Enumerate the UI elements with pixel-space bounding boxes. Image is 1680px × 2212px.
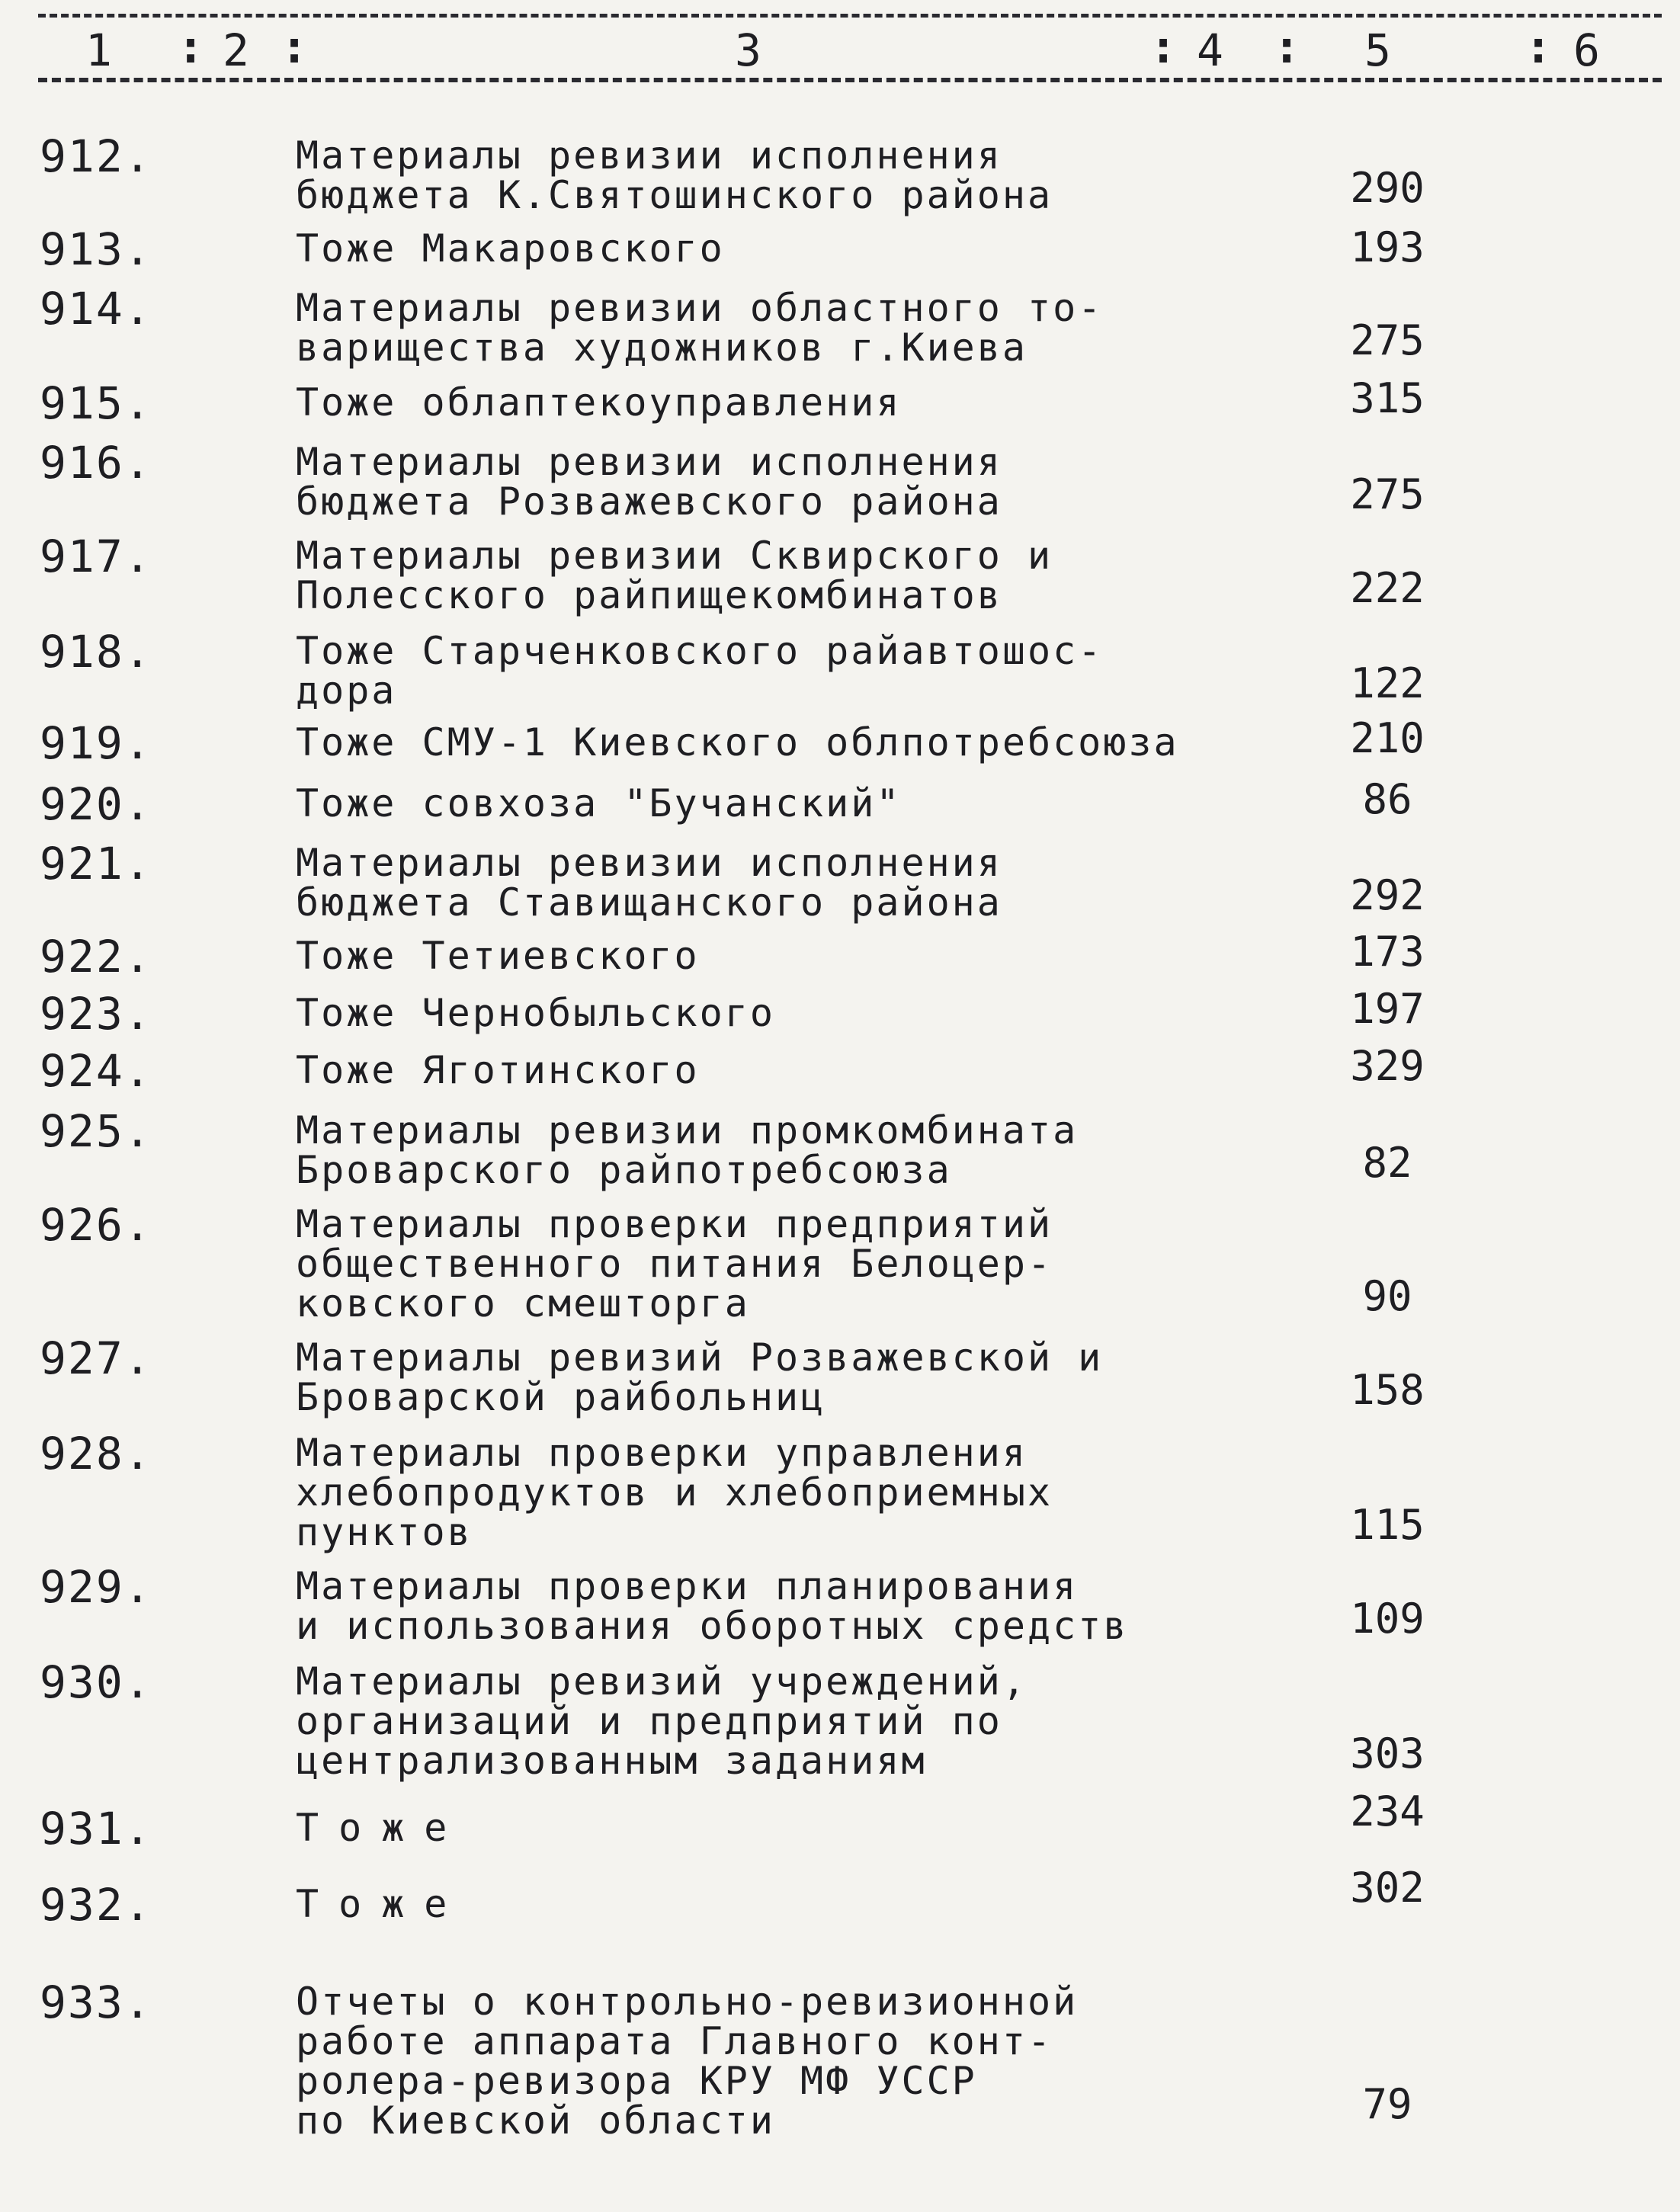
entry-sheet-count: 90 xyxy=(1362,1272,1412,1320)
entry-sheet-count: 275 xyxy=(1350,316,1425,364)
entry-title xyxy=(296,1335,1287,1419)
entry-title-line: Материалы ревизии промкомбината xyxy=(296,1108,1079,1152)
entry-number: 924. xyxy=(40,1045,152,1097)
entry-number: 929. xyxy=(40,1561,152,1613)
entry-number: 913. xyxy=(40,223,152,275)
entry-title xyxy=(296,1433,1287,1552)
entry-number: 933. xyxy=(40,1976,152,2028)
entry-title-line: Материалы проверки предприятий xyxy=(296,1202,1053,1246)
entry-title-line: Тоже облаптекоуправления xyxy=(296,380,902,425)
entry-number: 916. xyxy=(40,437,152,489)
entry-number: 918. xyxy=(40,626,152,678)
entry-title-line: Тоже Старченковского райавтошос- xyxy=(296,629,1104,673)
entry-sheet-count: 222 xyxy=(1350,564,1425,612)
entry-title-line: Материалы ревизии исполнения xyxy=(296,440,1002,484)
entry-title-line: Материалы ревизии Сквирского и xyxy=(296,534,1053,578)
entry-sheet-count: 197 xyxy=(1350,985,1425,1033)
column-number-6: 6 xyxy=(1573,24,1601,76)
entry-title-line: Материалы ревизии областного то- xyxy=(296,286,1104,330)
entry-title-line: пунктов xyxy=(296,1510,473,1554)
entry-title-line: ковского смешторга xyxy=(296,1281,750,1326)
entry-title-line: Полесского райпищекомбинатов xyxy=(296,573,1002,617)
entry-title xyxy=(296,1884,1287,1924)
column-number-2: 2 xyxy=(223,24,251,76)
entry-title xyxy=(296,993,1287,1033)
entry-title-line: Тоже Макаровского xyxy=(296,226,725,271)
column-separator: : xyxy=(1525,21,1553,74)
entry-title xyxy=(296,286,1287,370)
entry-title-line: бюджета Ставищанского района xyxy=(296,880,1002,925)
entry-title xyxy=(296,781,1287,825)
entry-title-line: бюджета Розважевского района xyxy=(296,479,1002,524)
entry-title-line: организаций и предприятий по xyxy=(296,1699,1002,1743)
entry-title-line: Тоже Яготинского xyxy=(296,1048,700,1092)
entry-title xyxy=(296,841,1287,925)
entry-title xyxy=(296,1808,1287,1848)
entry-sheet-count: 292 xyxy=(1350,871,1425,919)
entry-sheet-count: 303 xyxy=(1350,1730,1425,1778)
header-top-rule xyxy=(38,14,1662,18)
entry-title-line: Материалы проверки планирования xyxy=(296,1564,1079,1608)
entry-title-line: бюджета К.Святошинского района xyxy=(296,173,1053,217)
entry-title-line: Тоже xyxy=(296,1806,467,1850)
entry-title-line: Броварского райпотребсоюза xyxy=(296,1148,952,1192)
entry-sheet-count: 115 xyxy=(1350,1501,1425,1549)
entry-number: 930. xyxy=(40,1656,152,1708)
entry-title-line: работе аппарата Главного конт- xyxy=(296,2019,1053,2063)
entry-title-line: Тоже xyxy=(296,1882,467,1926)
entry-title-line: общественного питания Белоцер- xyxy=(296,1242,1053,1286)
entry-number: 926. xyxy=(40,1199,152,1251)
entry-title-line: Тоже Чернобыльского xyxy=(296,991,775,1035)
column-number-4: 4 xyxy=(1197,24,1225,76)
entry-title xyxy=(296,133,1287,217)
entry-title xyxy=(296,226,1287,271)
entry-title-line: Материалы ревизии исполнения xyxy=(296,133,1002,178)
entry-title xyxy=(296,1050,1287,1090)
entry-sheet-count: 210 xyxy=(1350,714,1425,762)
entry-title-line: Материалы ревизий учреждений, xyxy=(296,1659,1028,1704)
entry-sheet-count: 158 xyxy=(1350,1366,1425,1414)
column-header xyxy=(0,0,1680,91)
column-separator: : xyxy=(1149,21,1178,74)
entry-title xyxy=(296,380,1287,425)
entry-title xyxy=(296,1980,1287,2143)
entry-title-line: дора xyxy=(296,668,397,713)
entry-sheet-count: 234 xyxy=(1350,1787,1425,1835)
entry-number: 922. xyxy=(40,931,152,983)
entry-number: 925. xyxy=(40,1105,152,1157)
entry-title xyxy=(296,936,1287,976)
entry-title-line: варищества художников г.Киева xyxy=(296,325,1028,370)
entry-number: 923. xyxy=(40,988,152,1040)
entry-sheet-count: 109 xyxy=(1350,1595,1425,1643)
column-number-1: 1 xyxy=(85,24,114,76)
entry-number: 914. xyxy=(40,283,152,335)
entry-number: 928. xyxy=(40,1428,152,1479)
entry-title xyxy=(296,1659,1287,1783)
entry-title-line: и использования оборотных средств xyxy=(296,1604,1129,1648)
entry-number: 912. xyxy=(40,130,152,182)
entry-title xyxy=(296,536,1287,615)
entry-title-line: Материалы ревизии исполнения xyxy=(296,841,1002,885)
entry-sheet-count: 302 xyxy=(1350,1864,1425,1912)
entry-sheet-count: 275 xyxy=(1350,470,1425,518)
column-number-5: 5 xyxy=(1364,24,1393,76)
entry-sheet-count: 173 xyxy=(1350,928,1425,976)
entry-title xyxy=(296,1566,1287,1646)
entry-title-line: Материалы проверки управления xyxy=(296,1431,1028,1475)
column-separator: : xyxy=(1273,21,1301,74)
entry-title-line: Отчеты о контрольно-ревизионной xyxy=(296,1980,1079,2024)
entry-number: 917. xyxy=(40,531,152,582)
entry-title-line: Тоже Тетиевского xyxy=(296,934,700,978)
entry-title xyxy=(296,629,1287,713)
entry-sheet-count: 290 xyxy=(1350,164,1425,212)
entry-title-line: хлебопродуктов и хлебоприемных xyxy=(296,1470,1053,1515)
entry-title xyxy=(296,440,1287,524)
entry-title xyxy=(296,1202,1287,1326)
entry-title-line: централизованным заданиям xyxy=(296,1739,927,1783)
column-separator: : xyxy=(177,21,205,74)
entry-sheet-count: 329 xyxy=(1350,1042,1425,1090)
entry-number: 920. xyxy=(40,778,152,830)
entry-title-line: Материалы ревизий Розважевской и xyxy=(296,1335,1104,1380)
entry-title-line: Броварской райбольниц xyxy=(296,1375,826,1419)
entry-sheet-count: 86 xyxy=(1362,775,1412,823)
entry-title-line: ролера-ревизора КРУ МФ УССР xyxy=(296,2059,977,2103)
entry-title-line: Тоже совхоза "Бучанский" xyxy=(296,781,902,825)
entry-title-line: по Киевской области xyxy=(296,2098,775,2143)
entry-number: 921. xyxy=(40,838,152,890)
entry-number: 927. xyxy=(40,1332,152,1384)
column-number-3: 3 xyxy=(735,24,763,76)
entry-title-line: Тоже СМУ-1 Киевского облпотребсоюза xyxy=(296,720,1179,765)
entry-sheet-count: 122 xyxy=(1350,659,1425,707)
entry-number: 932. xyxy=(40,1879,152,1931)
entry-title xyxy=(296,720,1287,765)
entry-number: 931. xyxy=(40,1803,152,1855)
entry-number: 915. xyxy=(40,377,152,429)
header-bottom-rule xyxy=(38,78,1662,82)
column-separator: : xyxy=(281,21,309,74)
entry-sheet-count: 315 xyxy=(1350,374,1425,422)
entry-sheet-count: 79 xyxy=(1362,2080,1412,2128)
entry-number: 919. xyxy=(40,717,152,769)
entry-sheet-count: 82 xyxy=(1362,1139,1412,1187)
entry-title xyxy=(296,1108,1287,1192)
entry-sheet-count: 193 xyxy=(1350,223,1425,271)
